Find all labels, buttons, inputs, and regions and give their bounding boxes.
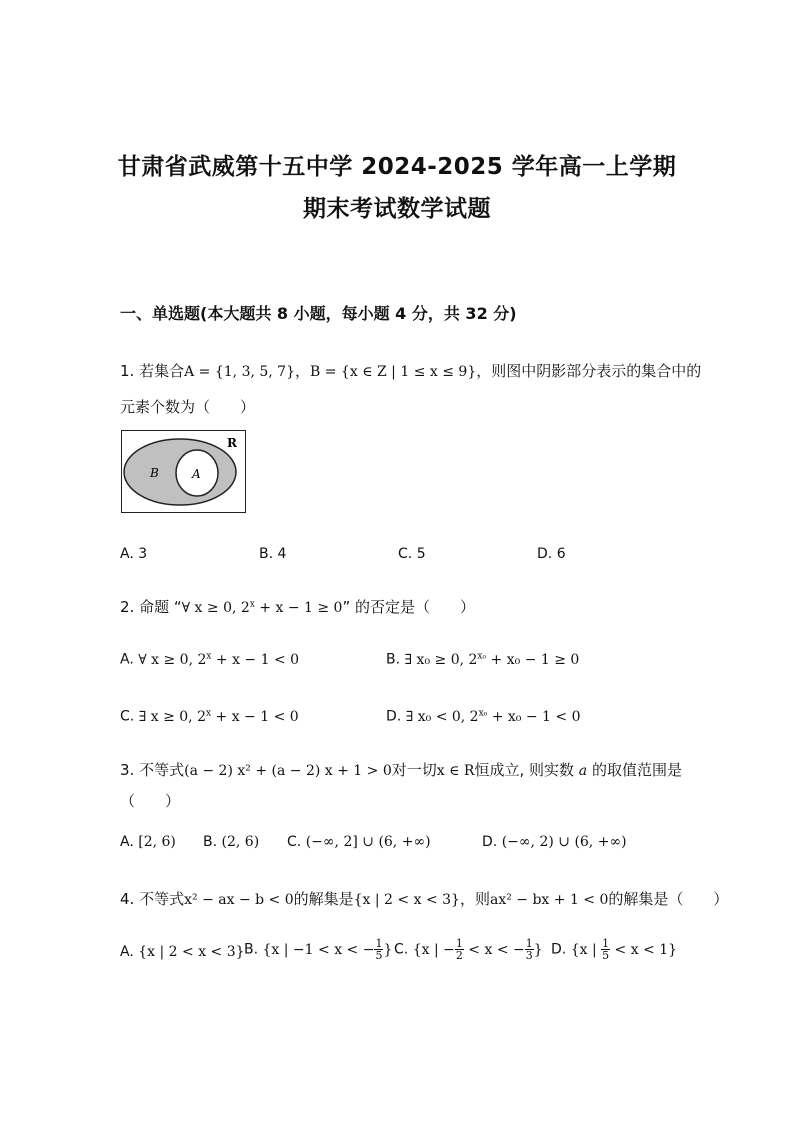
q2-option-c: C. ∃ x ≥ 0, $2^x + x - 1 < 0$ <box>120 708 299 725</box>
question-4: 4. 不等式x² − ax − b < 0的解集是{x | 2 < x < 3}，则ax² − bx + 1 < 0的解集是（ ） <box>120 890 729 908</box>
page-title-line-2: 期末考试数学试题 <box>303 196 491 222</box>
set-b-label: B <box>150 466 159 480</box>
q4-option-a: A. {x | 2 < x < 3} <box>120 944 245 960</box>
q2-option-d: D. ∃ x₀ < 0, $2^{x_0} + x_0 - 1 < 0$ <box>386 708 581 725</box>
q2-option-b: B. ∃ x₀ ≥ 0, $2^{x_0} + x_0 - 1 \ge 0$ <box>386 651 580 668</box>
section-heading: 一、单选题(本大题共 8 小题，每小题 4 分，共 32 分) <box>120 304 517 323</box>
question-number: 2. <box>120 598 135 616</box>
question-2: 2. 命题 “∀ x ≥ 0, $2^x + x - 1 \ge 0$” 的否定是（ ） <box>120 598 476 616</box>
question-number: 3. <box>120 761 135 779</box>
q4-option-b: B. {x | −1 < x < − $\frac{1}{5}$ } <box>244 937 393 962</box>
domain: x ∈ R <box>436 763 475 779</box>
q3-option-c: C. (−∞, 2] ∪ (6, +∞) <box>287 834 431 850</box>
q3-option-b: B. (2, 6) <box>203 834 260 850</box>
q4-option-c: C. {x | − $\frac{1}{2}$ < x < − $\frac{1}{3}$ } <box>394 937 543 962</box>
set-b: B = {x ∈ Z | 1 ≤ x ≤ 9} <box>310 364 477 380</box>
page-title-line-1: 甘肃省武威第十五中学 2024-2025 学年高一上学期 <box>117 154 677 180</box>
question-1-line-1: 1. 若集合A = {1, 3, 5, 7}，B = {x ∈ Z | 1 ≤ x ≤ 9}，则图中阴影部分表示的集合中的 <box>120 362 702 380</box>
q1-option-b: B. 4 <box>259 546 287 562</box>
set-a-label: A <box>192 467 201 481</box>
q1-option-c: C. 5 <box>398 546 426 562</box>
q4-option-d: D. {x | $\frac{1}{5}$ < x < 1} <box>551 937 678 962</box>
q3-option-d: D. (−∞, 2) ∪ (6, +∞) <box>482 834 627 850</box>
universe-label: R <box>227 436 237 450</box>
q1-option-a: A. 3 <box>120 546 148 562</box>
set-a: A = {1, 3, 5, 7} <box>184 364 295 380</box>
q3-option-a: A. [2, 6) <box>120 834 176 850</box>
question-1-line-2: 元素个数为（ ） <box>120 398 256 416</box>
q1-option-d: D. 6 <box>537 546 566 562</box>
question-3-line-1: 3. 不等式(a − 2) x² + (a − 2) x + 1 > 0对一切x ∈ R恒成立, 则实数 a 的取值范围是 <box>120 761 682 779</box>
question-number: 4. <box>120 890 135 908</box>
proposition: ∀ x ≥ 0, $2^x + x - 1 \ge 0$ <box>181 599 343 616</box>
venn-diagram <box>121 430 247 514</box>
question-3-line-2: （ ） <box>120 792 181 810</box>
question-number: 1. <box>120 362 135 380</box>
q2-option-a: A. ∀ x ≥ 0, $2^x + x - 1 < 0$ <box>120 651 300 668</box>
inequality: (a − 2) x² + (a − 2) x + 1 > 0 <box>184 763 392 779</box>
